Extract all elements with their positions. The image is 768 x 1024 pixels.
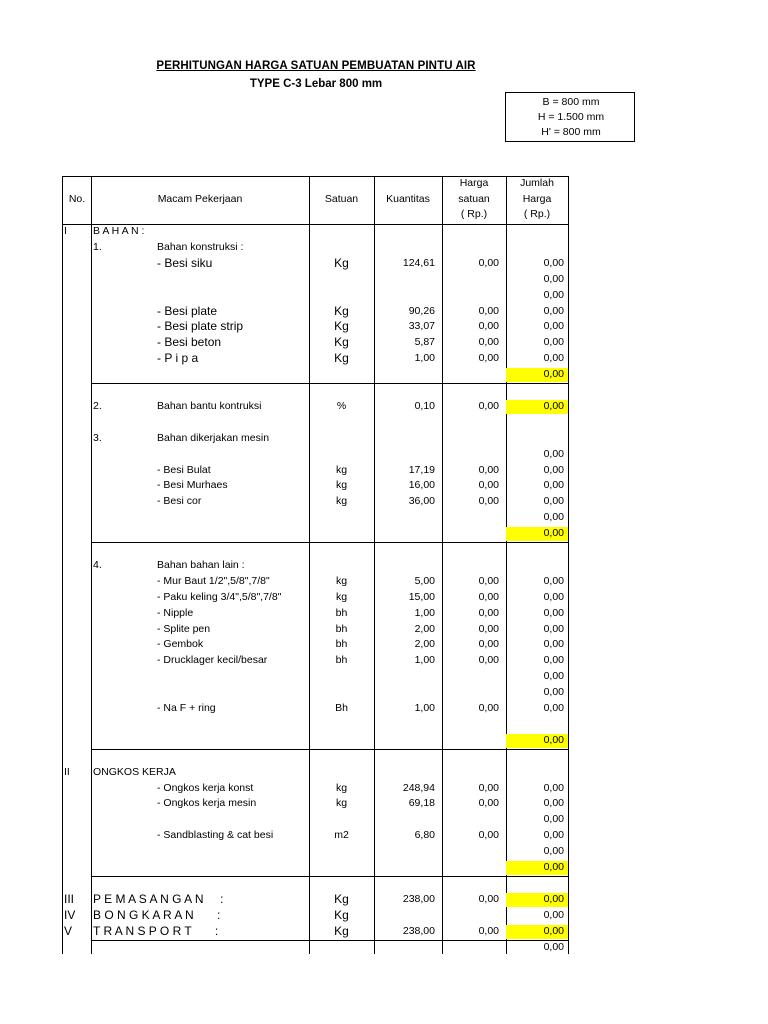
row-harga-satuan: 0,00 — [478, 702, 499, 714]
row-jumlah-harga: 0,00 — [543, 845, 564, 858]
row-satuan: kg — [335, 495, 348, 508]
row-kuantitas: 1,00 — [414, 702, 435, 714]
row-item-label: - Drucklager kecil/besar — [157, 654, 268, 667]
header-harga-rp: ( Rp.) — [460, 208, 488, 220]
row-kuantitas: 5,00 — [414, 574, 435, 587]
page-subtitle: TYPE C-3 Lebar 800 mm — [249, 78, 383, 90]
row-section-label: P E M A S A N G A N : — [93, 891, 224, 906]
row-item-label: - Nipple — [157, 606, 194, 619]
row-item-label: - Mur Baut 1/2",5/8",7/8" — [157, 574, 270, 587]
row-kuantitas: 5,87 — [414, 336, 435, 349]
row-satuan: % — [336, 399, 347, 412]
row-jumlah-harga: 0,00 — [543, 606, 564, 619]
row-section-label: 2. — [93, 399, 102, 412]
row-harga-satuan: 0,00 — [478, 924, 499, 937]
row-satuan: kg — [335, 479, 348, 492]
row-item-label: - Ongkos kerja konst — [157, 781, 254, 794]
row-kuantitas: 6,80 — [414, 829, 435, 842]
row-jumlah-harga: 0,00 — [543, 590, 564, 603]
row-kuantitas: 1,00 — [414, 352, 435, 365]
row-harga-satuan: 0,00 — [478, 590, 499, 603]
row-jumlah-harga: 0,00 — [543, 702, 564, 714]
row-satuan: bh — [335, 606, 348, 619]
table-vertical-rule — [91, 176, 92, 954]
row-number: I — [64, 225, 67, 237]
row-item-label: - Ongkos kerja mesin — [157, 797, 257, 810]
header-jumlah-harga: Harga — [522, 193, 552, 205]
row-jumlah-harga: 0,00 — [543, 861, 564, 873]
row-jumlah-harga: 0,00 — [543, 686, 564, 699]
header-kuantitas: Kuantitas — [386, 193, 430, 205]
row-item-label: - Splite pen — [157, 622, 211, 635]
row-satuan: Kg — [334, 319, 349, 334]
row-jumlah-harga: 0,00 — [543, 892, 564, 905]
row-harga-satuan: 0,00 — [478, 622, 499, 635]
row-jumlah-harga: 0,00 — [543, 304, 564, 317]
dimension-box — [505, 92, 635, 142]
row-kuantitas: 17,19 — [408, 463, 435, 476]
row-jumlah-harga: 0,00 — [543, 638, 564, 651]
row-section-label: T R A N S P O R T : — [93, 923, 219, 938]
row-jumlah-harga: 0,00 — [543, 813, 564, 826]
row-jumlah-harga: 0,00 — [543, 336, 564, 349]
row-number: III — [64, 891, 75, 906]
row-harga-satuan: 0,00 — [478, 606, 499, 619]
row-jumlah-harga: 0,00 — [543, 272, 564, 285]
header-harga-satuan: satuan — [458, 193, 490, 205]
row-satuan: kg — [335, 574, 348, 587]
row-item-label: - P i p a — [157, 351, 199, 366]
row-number: II — [64, 765, 70, 778]
row-kuantitas: 1,00 — [414, 606, 435, 619]
row-number: IV — [64, 907, 76, 922]
row-item-label: - Besi Murhaes — [157, 479, 228, 492]
header-harga: Harga — [459, 177, 489, 189]
row-jumlah-harga: 0,00 — [543, 463, 564, 476]
row-satuan: m2 — [334, 829, 349, 842]
row-kuantitas: 33,07 — [408, 320, 435, 333]
row-satuan: Bh — [335, 702, 348, 714]
row-satuan: Kg — [334, 351, 349, 366]
row-jumlah-harga: 0,00 — [543, 527, 564, 540]
row-jumlah-harga: 0,00 — [543, 256, 564, 269]
row-item-label: - Besi Bulat — [157, 463, 211, 476]
row-harga-satuan: 0,00 — [478, 256, 499, 269]
table-vertical-rule — [62, 176, 63, 954]
page-title: PERHITUNGAN HARGA SATUAN PEMBUATAN PINTU AIR — [156, 60, 476, 72]
row-item-label: Bahan konstruksi : — [157, 240, 244, 253]
row-jumlah-harga: 0,00 — [543, 574, 564, 587]
dimension-b: B = 800 mm — [542, 96, 600, 108]
row-harga-satuan: 0,00 — [478, 479, 499, 492]
row-jumlah-harga: 0,00 — [543, 495, 564, 508]
row-satuan: kg — [335, 590, 348, 603]
row-item-label: - Na F + ring — [157, 702, 216, 714]
row-item-label: - Besi cor — [157, 495, 202, 508]
row-harga-satuan: 0,00 — [478, 797, 499, 810]
section-separator-rule — [91, 542, 569, 543]
row-satuan: Kg — [334, 303, 349, 318]
row-jumlah-harga: 0,00 — [543, 352, 564, 365]
row-kuantitas: 0,10 — [414, 399, 435, 412]
row-satuan: kg — [335, 463, 348, 476]
row-harga-satuan: 0,00 — [478, 574, 499, 587]
row-kuantitas: 248,94 — [402, 781, 435, 794]
row-harga-satuan: 0,00 — [478, 638, 499, 651]
table-vertical-rule — [568, 176, 569, 954]
row-kuantitas: 16,00 — [408, 479, 435, 492]
header-no: No. — [68, 193, 86, 205]
row-jumlah-harga: 0,00 — [543, 399, 564, 412]
row-jumlah-harga: 0,00 — [543, 781, 564, 794]
row-jumlah-harga: 0,00 — [543, 368, 564, 381]
row-satuan: kg — [335, 781, 348, 794]
row-section-label: B O N G K A R A N : — [93, 907, 221, 922]
row-satuan: bh — [335, 638, 348, 651]
row-kuantitas: 36,00 — [408, 495, 435, 508]
row-item-label: - Besi plate — [157, 303, 218, 318]
row-section-label: ONGKOS KERJA — [93, 765, 176, 778]
row-item-label: - Besi beton — [157, 335, 222, 350]
row-harga-satuan: 0,00 — [478, 892, 499, 905]
row-item-label: Bahan bantu kontruksi — [157, 399, 262, 412]
row-jumlah-harga: 0,00 — [543, 447, 564, 460]
row-harga-satuan: 0,00 — [478, 654, 499, 667]
row-satuan: Kg — [334, 335, 349, 350]
row-satuan: Kg — [334, 923, 349, 938]
row-jumlah-harga: 0,00 — [543, 908, 564, 921]
row-jumlah-harga: 0,00 — [543, 829, 564, 842]
row-kuantitas: 1,00 — [414, 654, 435, 667]
row-harga-satuan: 0,00 — [478, 352, 499, 365]
row-kuantitas: 15,00 — [408, 590, 435, 603]
row-item-label: - Besi siku — [157, 255, 213, 270]
row-harga-satuan: 0,00 — [478, 781, 499, 794]
row-harga-satuan: 0,00 — [478, 829, 499, 842]
row-number: V — [64, 923, 73, 938]
row-section-label: 4. — [93, 558, 102, 571]
header-jumlah: Jumlah — [520, 177, 554, 189]
row-section-label: 3. — [93, 431, 102, 444]
section-separator-rule — [91, 383, 569, 384]
row-harga-satuan: 0,00 — [478, 320, 499, 333]
row-item-label: Bahan bahan lain : — [157, 558, 245, 571]
section-separator-rule — [91, 749, 569, 750]
section-separator-rule — [91, 876, 569, 877]
row-satuan: Kg — [334, 907, 349, 922]
row-jumlah-harga: 0,00 — [543, 479, 564, 492]
row-section-label: B A H A N : — [93, 225, 145, 237]
row-harga-satuan: 0,00 — [478, 336, 499, 349]
row-section-label: 1. — [93, 240, 102, 253]
row-kuantitas: 69,18 — [408, 797, 435, 810]
row-satuan: Kg — [334, 255, 349, 270]
row-jumlah-harga: 0,00 — [543, 733, 564, 746]
row-harga-satuan: 0,00 — [478, 304, 499, 317]
row-satuan: Kg — [334, 891, 349, 906]
dimension-h-prime: H' = 800 mm — [541, 126, 601, 138]
row-jumlah-harga: 0,00 — [543, 924, 564, 937]
row-satuan: bh — [335, 654, 348, 667]
row-satuan: kg — [335, 797, 348, 810]
header-satuan: Satuan — [324, 193, 359, 205]
row-jumlah-harga: 0,00 — [543, 511, 564, 524]
row-kuantitas: 90,26 — [408, 304, 435, 317]
row-harga-satuan: 0,00 — [478, 399, 499, 412]
row-kuantitas: 2,00 — [414, 622, 435, 635]
row-kuantitas: 2,00 — [414, 638, 435, 651]
row-jumlah-harga: 0,00 — [543, 654, 564, 667]
row-jumlah-harga: 0,00 — [543, 797, 564, 810]
row-item-label: - Sandblasting & cat besi — [157, 829, 274, 842]
row-jumlah-harga: 0,00 — [543, 320, 564, 333]
row-item-label: - Besi plate strip — [157, 319, 244, 334]
header-jumlah-rp: ( Rp.) — [523, 208, 551, 220]
row-satuan: bh — [335, 622, 348, 635]
row-item-label: - Gembok — [157, 638, 204, 651]
header-macam-pekerjaan: Macam Pekerjaan — [157, 193, 243, 205]
row-jumlah-harga: 0,00 — [543, 622, 564, 635]
row-harga-satuan: 0,00 — [478, 463, 499, 476]
row-item-label: Bahan dikerjakan mesin — [157, 431, 270, 444]
row-harga-satuan: 0,00 — [478, 495, 499, 508]
row-jumlah-harga: 0,00 — [543, 288, 564, 301]
row-kuantitas: 238,00 — [402, 924, 435, 937]
section-separator-rule — [91, 940, 569, 941]
row-jumlah-harga: 0,00 — [543, 670, 564, 683]
dimension-h: H = 1.500 mm — [537, 111, 605, 123]
row-kuantitas: 238,00 — [402, 892, 435, 905]
row-kuantitas: 124,61 — [402, 256, 435, 269]
row-jumlah-harga: 0,00 — [543, 940, 564, 953]
row-item-label: - Paku keling 3/4",5/8",7/8" — [157, 590, 282, 603]
